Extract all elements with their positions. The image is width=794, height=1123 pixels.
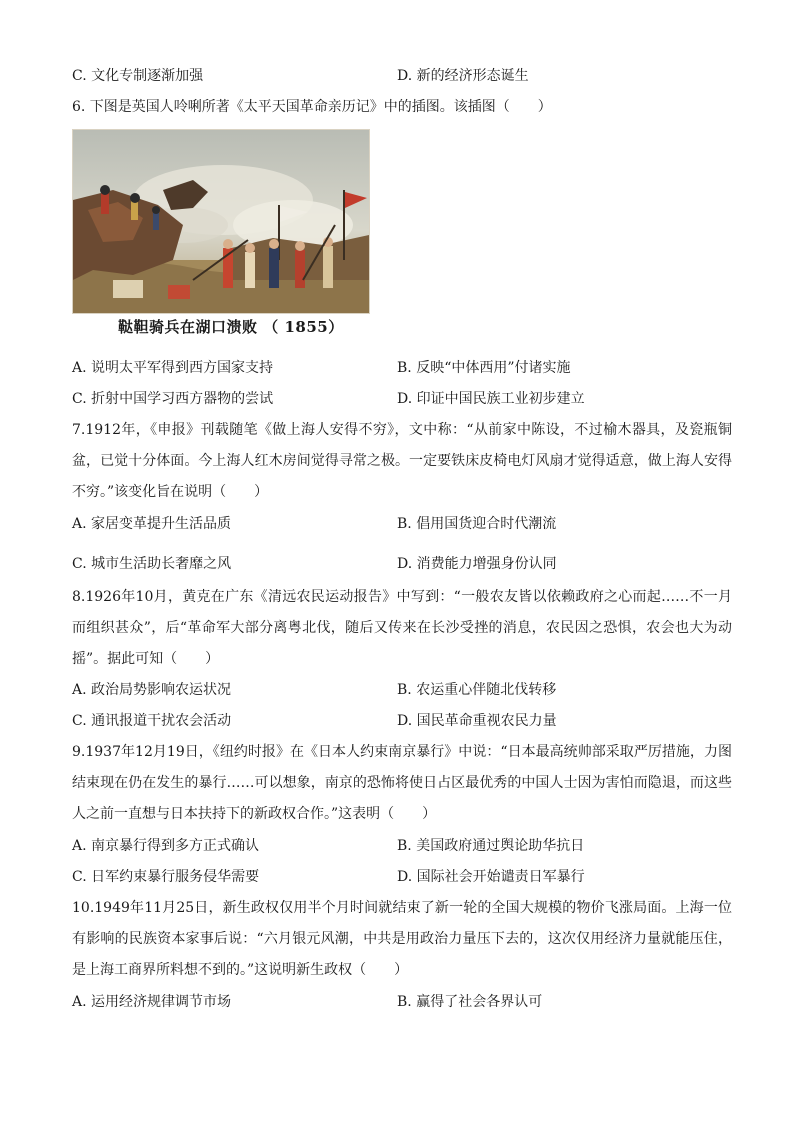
q10-option-a: A. 运用经济规律调节市场	[72, 994, 232, 1010]
q6-option-c: C. 折射中国学习西方器物的尝试	[72, 391, 274, 407]
q5-option-c: C. 文化专制逐渐加强	[72, 68, 204, 84]
q7-option-c: C. 城市生活助长奢靡之风	[72, 556, 232, 572]
q7-option-b: B. 倡用国货迎合时代潮流	[397, 516, 557, 532]
q8-stem: 8.1926年10月，黄克在广东《清远农民运动报告》中写到：“一般农友皆以依赖政府之心而起……不一月而组织甚众”，后“革命军大部分离粤北伐，随后又传来在长沙受挫的消息，农民因之恐惧，农会也大为动摇”。据此可知（ ）	[72, 589, 732, 667]
q6-option-a: A. 说明太平军得到西方国家支持	[72, 360, 274, 376]
q8-option-b: B. 农运重心伴随北伐转移	[397, 682, 557, 698]
q10-option-b: B. 赢得了社会各界认可	[397, 994, 543, 1010]
q9-option-a: A. 南京暴行得到多方正式确认	[72, 838, 260, 854]
q8-option-d: D. 国民革命重视农民力量	[397, 713, 557, 729]
q8-option-a: A. 政治局势影响农运状况	[72, 682, 232, 698]
q6-stem: 6. 下图是英国人呤唎所著《太平天国革命亲历记》中的插图。该插图（ ）	[72, 99, 552, 115]
q9-stem: 9.1937年12月19日，《纽约时报》在《日本人约束南京暴行》中说：“日本最高统帅部采取严厉措施，力图结束现在仍在发生的暴行……可以想象，南京的恐怖将使日占区最优秀的中国人士因为害怕而隐退，而这些人之前一直想与日本扶持下的新政权合作。”这表明（ ）	[72, 744, 732, 822]
q5-option-d: D. 新的经济形态诞生	[397, 68, 529, 84]
q6-option-b: B. 反映“中体西用”付诸实施	[397, 360, 571, 376]
battle-illustration	[72, 129, 370, 314]
q10-stem: 10.1949年11月25日，新生政权仅用半个月时间就结束了新一轮的全国大规模的物价飞涨局面。上海一位有影响的民族资本家事后说：“六月银元风潮，中共是用政治力量压下去的，这次仅用经济力量就能压住，是上海工商界所料想不到的。”这说明新生政权（ ）	[72, 900, 732, 978]
q8-option-c: C. 通讯报道干扰农会活动	[72, 713, 232, 729]
illustration-caption: 鞑靼骑兵在湖口溃败 （ 1855）	[118, 318, 344, 336]
q7-stem: 7.1912年，《申报》刊载随笔《做上海人安得不穷》，文中称：“从前家中陈设，不过榆木器具，及瓷瓶铜盆，已觉十分体面。今上海人红木房间觉得寻常之极。一定要铁床皮椅电灯风扇才觉得适意，做上海人安得不穷。”该变化旨在说明（ ）	[72, 422, 732, 500]
q7-option-d: D. 消费能力增强身份认同	[397, 556, 557, 572]
q9-option-d: D. 国际社会开始谴责日军暴行	[397, 869, 585, 885]
q9-option-b: B. 美国政府通过舆论助华抗日	[397, 838, 585, 854]
q7-option-a: A. 家居变革提升生活品质	[72, 516, 232, 532]
q9-option-c: C. 日军约束暴行服务侵华需要	[72, 869, 260, 885]
q6-option-d: D. 印证中国民族工业初步建立	[397, 391, 585, 407]
